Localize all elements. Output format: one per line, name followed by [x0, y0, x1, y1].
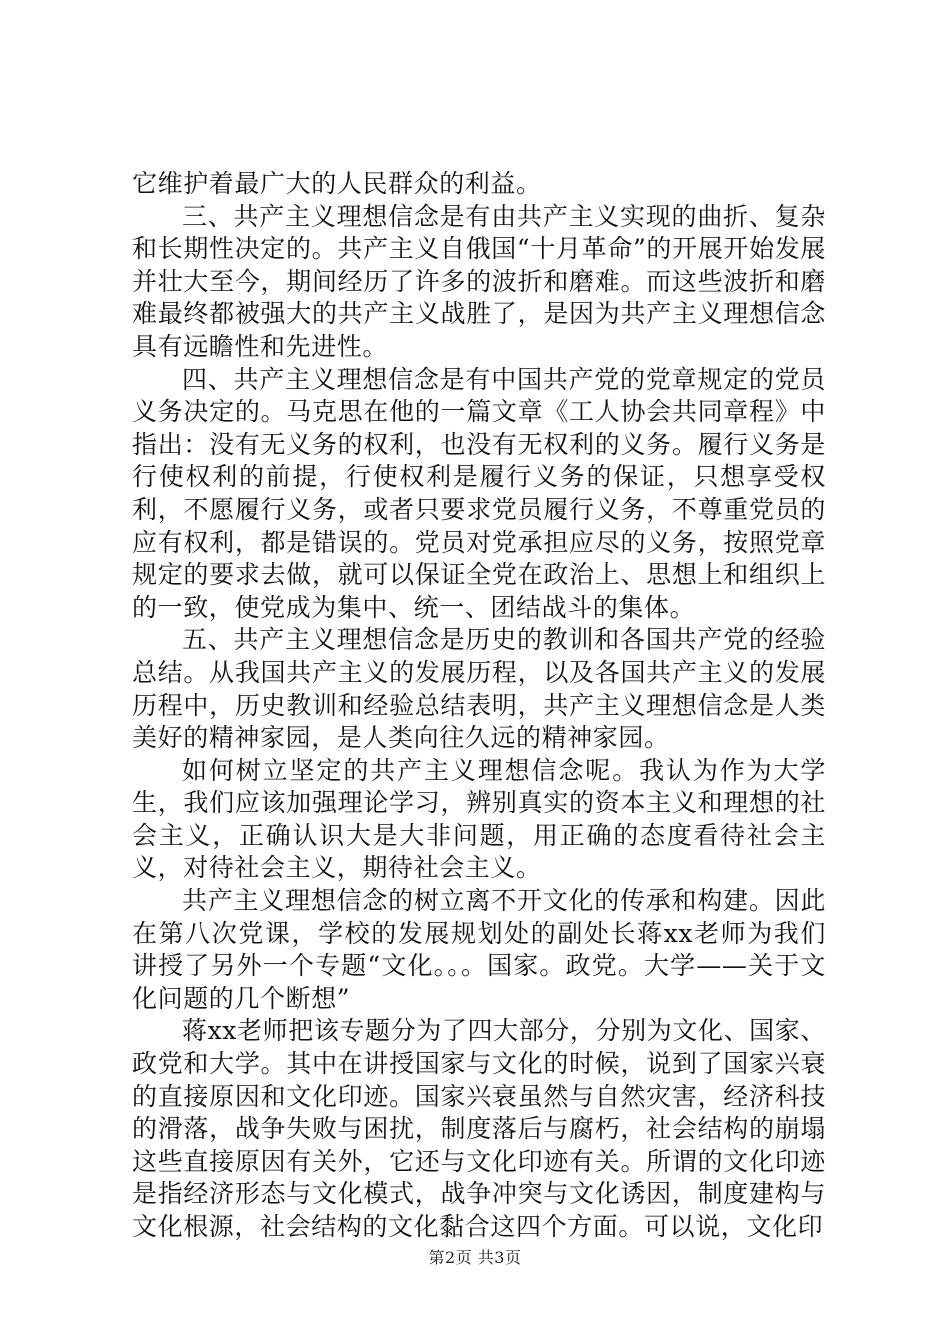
- paragraph-3: 四、共产主义理想信念是有中国共产党的党章规定的党员义务决定的。马克思在他的一篇文章《工人协会共同章程》中指出：没有无义务的权利，也没有无权利的义务。履行义务是行使权利的前提，行使权利是履行义务的保证，只想享受权利，不愿履行义务，或者只要求党员履行义务，不尊重党员的应有权利，都是错误的。党员对党承担应尽的义务，按照党章规定的要求去做，就可以保证全党在政治上、思想上和组织上的一致，使党成为集中、统一、团结战斗的集体。: [132, 364, 826, 622]
- paragraph-2: 三、共产主义理想信念是有由共产主义实现的曲折、复杂和长期性决定的。共产主义自俄国“十月革命”的开展开始发展并壮大至今，期间经历了许多的波折和磨难。而这些波折和磨难最终都被强大的共产主义战胜了，是因为共产主义理想信念具有远瞻性和先进性。: [132, 201, 826, 361]
- paragraph-4: 五、共产主义理想信念是历史的教训和各国共产党的经验总结。从我国共产主义的发展历程，以及各国共产主义的发展历程中，历史教训和经验总结表明，共产主义理想信念是人类美好的精神家园，是人类向往久远的精神家园。: [132, 625, 826, 753]
- paragraph-7: 蒋xx老师把该专题分为了四大部分，分别为文化、国家、政党和大学。其中在讲授国家与文化的时候，说到了国家兴衰的直接原因和文化印迹。国家兴衰虽然与自然灾害，经济科技的滑落，战争失败与困扰，制度落后与腐朽，社会结构的崩塌这些直接原因有关外，它还与文化印迹有关。所谓的文化印迹是指经济形态与文化模式，战争冲突与文化诱因，制度建构与文化根源，社会结构的文化黏合这四个方面。可以说，文化印: [132, 1016, 826, 1241]
- paragraph-6: 共产主义理想信念的树立离不开文化的传承和构建。因此在第八次党课，学校的发展规划处的副处长蒋xx老师为我们讲授了另外一个专题“文化。。。国家。政党。大学——关于文化问题的几个断想”: [132, 886, 826, 1013]
- paragraph-5: 如何树立坚定的共产主义理想信念呢。我认为作为大学生，我们应该加强理论学习，辨别真实的资本主义和理想的社会主义，正确认识大是大非问题，用正确的态度看待社会主义，对待社会主义，期待社会主义。: [132, 755, 826, 883]
- document-body: [132, 168, 826, 1244]
- page-footer: 第2页 共3页: [428, 1248, 522, 1267]
- paragraph-1: 它维护着最广大的人民群众的利益。: [132, 169, 542, 198]
